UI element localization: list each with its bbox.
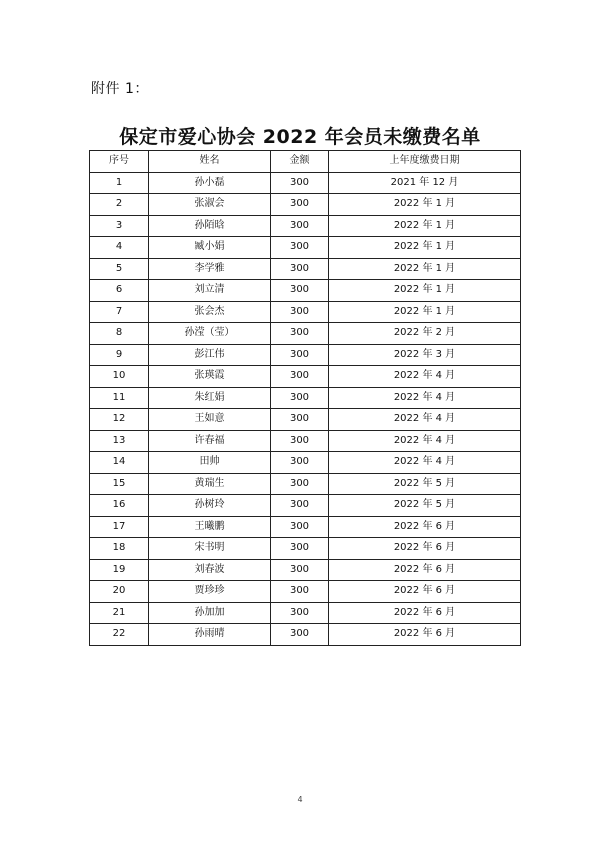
header-row — [90, 151, 521, 173]
cell-last-paid: 2022 年 5 月 — [329, 473, 521, 495]
cell-no: 9 — [90, 344, 149, 366]
cell-no: 12 — [90, 409, 149, 431]
header-amount: 金额 — [271, 151, 329, 173]
cell-name: 许春福 — [149, 430, 271, 452]
page-title: 保定市爱心协会 2022 年会员未缴费名单 — [119, 126, 481, 148]
cell-no: 7 — [90, 301, 149, 323]
cell-name: 孙雨晴 — [149, 624, 271, 646]
table-row — [90, 387, 521, 409]
cell-name: 孙滢（莹） — [149, 323, 271, 345]
cell-last-paid: 2022 年 6 月 — [329, 624, 521, 646]
cell-name: 臧小娟 — [149, 237, 271, 259]
cell-amount: 300 — [271, 516, 329, 538]
cell-name: 黄瑞生 — [149, 473, 271, 495]
cell-name: 王曦鹏 — [149, 516, 271, 538]
header-name: 姓名 — [149, 151, 271, 173]
cell-no: 8 — [90, 323, 149, 345]
cell-name: 王如意 — [149, 409, 271, 431]
page-number: 4 — [297, 795, 303, 804]
cell-name: 贾珍珍 — [149, 581, 271, 603]
table-row — [90, 280, 521, 302]
cell-name: 孙陌晗 — [149, 215, 271, 237]
cell-last-paid: 2022 年 6 月 — [329, 559, 521, 581]
table-row — [90, 301, 521, 323]
cell-name: 孙小磊 — [149, 172, 271, 194]
cell-last-paid: 2022 年 6 月 — [329, 581, 521, 603]
cell-amount: 300 — [271, 624, 329, 646]
table-row — [90, 344, 521, 366]
cell-amount: 300 — [271, 344, 329, 366]
cell-no: 21 — [90, 602, 149, 624]
cell-last-paid: 2022 年 1 月 — [329, 280, 521, 302]
table-body — [90, 172, 521, 645]
cell-amount: 300 — [271, 215, 329, 237]
cell-no: 17 — [90, 516, 149, 538]
cell-amount: 300 — [271, 409, 329, 431]
table-row — [90, 559, 521, 581]
table-row — [90, 366, 521, 388]
cell-amount: 300 — [271, 301, 329, 323]
cell-no: 15 — [90, 473, 149, 495]
cell-no: 18 — [90, 538, 149, 560]
cell-name: 彭江伟 — [149, 344, 271, 366]
table-row — [90, 624, 521, 646]
table-row — [90, 538, 521, 560]
cell-name: 张淑会 — [149, 194, 271, 216]
cell-no: 1 — [90, 172, 149, 194]
cell-name: 朱红娟 — [149, 387, 271, 409]
cell-amount: 300 — [271, 559, 329, 581]
cell-amount: 300 — [271, 366, 329, 388]
cell-amount: 300 — [271, 280, 329, 302]
cell-last-paid: 2021 年 12 月 — [329, 172, 521, 194]
table-row — [90, 602, 521, 624]
cell-amount: 300 — [271, 387, 329, 409]
cell-no: 16 — [90, 495, 149, 517]
member-table — [89, 150, 521, 646]
cell-no: 14 — [90, 452, 149, 474]
cell-last-paid: 2022 年 1 月 — [329, 215, 521, 237]
cell-last-paid: 2022 年 1 月 — [329, 301, 521, 323]
cell-last-paid: 2022 年 4 月 — [329, 366, 521, 388]
cell-no: 3 — [90, 215, 149, 237]
cell-amount: 300 — [271, 452, 329, 474]
cell-no: 2 — [90, 194, 149, 216]
cell-last-paid: 2022 年 4 月 — [329, 387, 521, 409]
cell-amount: 300 — [271, 538, 329, 560]
cell-last-paid: 2022 年 6 月 — [329, 538, 521, 560]
cell-no: 10 — [90, 366, 149, 388]
cell-amount: 300 — [271, 237, 329, 259]
cell-amount: 300 — [271, 172, 329, 194]
table-row — [90, 581, 521, 603]
cell-last-paid: 2022 年 4 月 — [329, 430, 521, 452]
cell-no: 4 — [90, 237, 149, 259]
cell-amount: 300 — [271, 258, 329, 280]
cell-name: 孙树玲 — [149, 495, 271, 517]
cell-amount: 300 — [271, 323, 329, 345]
cell-no: 11 — [90, 387, 149, 409]
cell-no: 13 — [90, 430, 149, 452]
cell-last-paid: 2022 年 1 月 — [329, 194, 521, 216]
cell-name: 宋书明 — [149, 538, 271, 560]
table-row — [90, 473, 521, 495]
table-row — [90, 516, 521, 538]
table-row — [90, 452, 521, 474]
cell-amount: 300 — [271, 473, 329, 495]
cell-no: 6 — [90, 280, 149, 302]
cell-name: 田帅 — [149, 452, 271, 474]
table-header — [90, 151, 521, 173]
cell-last-paid: 2022 年 3 月 — [329, 344, 521, 366]
table-row — [90, 215, 521, 237]
attachment-label: 附件 1： — [91, 81, 149, 97]
table-row — [90, 258, 521, 280]
cell-amount: 300 — [271, 495, 329, 517]
cell-no: 5 — [90, 258, 149, 280]
cell-last-paid: 2022 年 1 月 — [329, 237, 521, 259]
cell-last-paid: 2022 年 6 月 — [329, 602, 521, 624]
cell-last-paid: 2022 年 5 月 — [329, 495, 521, 517]
cell-amount: 300 — [271, 430, 329, 452]
table-row — [90, 409, 521, 431]
cell-name: 张会杰 — [149, 301, 271, 323]
cell-name: 李学雅 — [149, 258, 271, 280]
cell-name: 刘立清 — [149, 280, 271, 302]
cell-name: 刘春波 — [149, 559, 271, 581]
cell-last-paid: 2022 年 4 月 — [329, 409, 521, 431]
table-row — [90, 430, 521, 452]
cell-no: 19 — [90, 559, 149, 581]
cell-last-paid: 2022 年 4 月 — [329, 452, 521, 474]
table-row — [90, 323, 521, 345]
cell-last-paid: 2022 年 6 月 — [329, 516, 521, 538]
header-no: 序号 — [90, 151, 149, 173]
cell-name: 孙加加 — [149, 602, 271, 624]
table-row — [90, 495, 521, 517]
table-row — [90, 172, 521, 194]
cell-amount: 300 — [271, 581, 329, 603]
table-row — [90, 237, 521, 259]
cell-last-paid: 2022 年 2 月 — [329, 323, 521, 345]
cell-amount: 300 — [271, 194, 329, 216]
cell-no: 20 — [90, 581, 149, 603]
header-last-paid: 上年度缴费日期 — [329, 151, 521, 173]
cell-amount: 300 — [271, 602, 329, 624]
table-row — [90, 194, 521, 216]
cell-name: 张瑛霞 — [149, 366, 271, 388]
cell-last-paid: 2022 年 1 月 — [329, 258, 521, 280]
cell-no: 22 — [90, 624, 149, 646]
